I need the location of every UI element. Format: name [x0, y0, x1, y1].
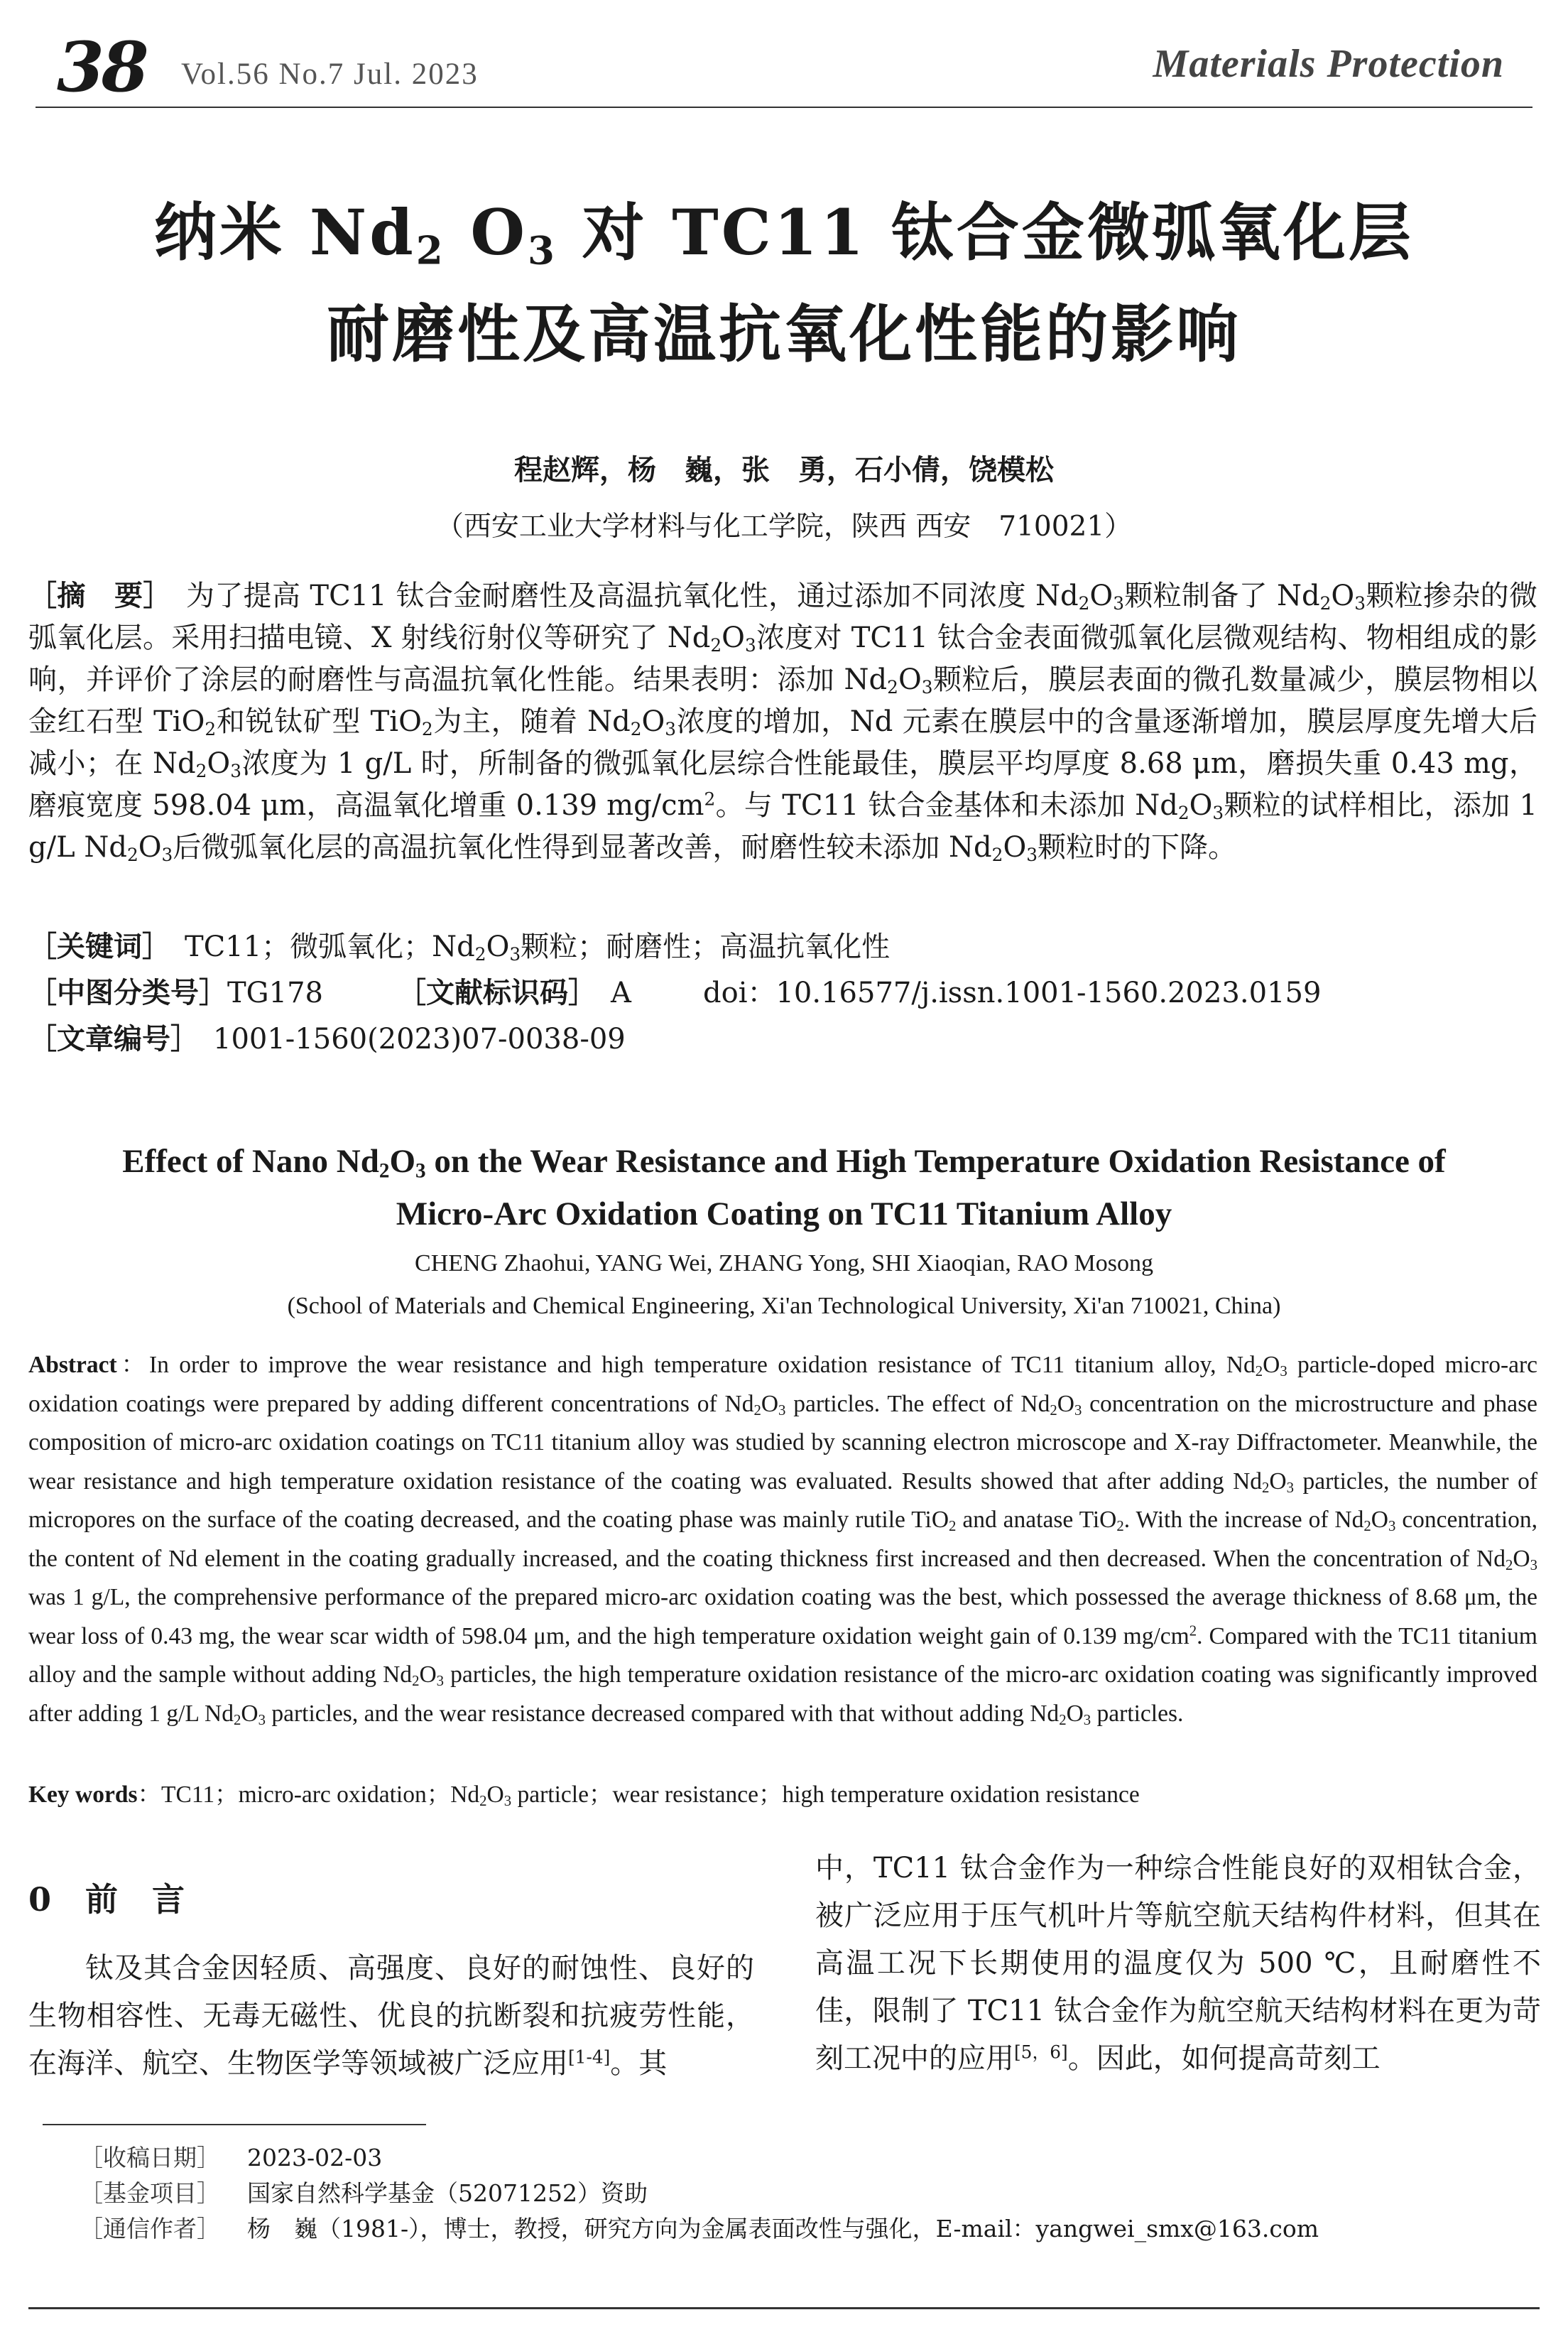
cn-authors: 程赵辉，杨 巍，张 勇，石小倩，饶模松	[514, 454, 1054, 487]
cn-title-line1: 纳米 $Nd_2$ $O_3$ 对 TC11 钛合金微弧氧化层	[154, 195, 1414, 273]
page-number: 38	[57, 27, 146, 107]
en-affiliation: (School of Materials and Chemical Engineering, Xi'an Technological University, Xi'an 710021, China)	[287, 1293, 1281, 1319]
bottom-divider	[28, 2307, 1540, 2309]
cn-doi: doi：10.16577/j.issn.1001-1560.2023.0159	[703, 977, 1322, 1009]
en-abstract-label: Abstract	[28, 1352, 117, 1378]
citation-2: [5，6]	[1014, 2041, 1068, 2063]
footnote-divider	[43, 2124, 426, 2125]
footnote-fund: ［基金项目］ 国家自然科学基金（52071252）资助	[80, 2179, 648, 2207]
cn-keywords: ［关键词］ TC11；微弧氧化；$Nd_2O_3$颗粒；耐磨性；高温抗氧化性	[28, 931, 891, 965]
citation-1: [1-4]	[568, 2046, 611, 2068]
cn-abstract: ［摘 要］ 为了提高 TC11 钛合金耐磨性及高温抗氧化性，通过添加不同浓度 $Nd_2O_3$颗粒制备了 $Nd_2O_3$颗粒掺杂的微弧氧化层。采用扫描电镜、X 射线衍射仪等研究了 $Nd_2O_3$浓度对 TC11 钛合金表面微弧氧化层微观结构、物相组成的影响，并评价了涂层的耐磨性与高温抗氧化性能。结果表明：添加 $Nd_2O_3$颗粒后，膜层表面的微孔数量减少，膜层物相以金红石型 TiO$_2$和锐钛矿型 TiO$_2$为主，随着 $Nd_2O_3$浓度的增加，Nd 元素在膜层中的含量逐渐增加，膜层厚度先增大后减小；在 $Nd_2O_3$浓度为 1 g/L 时，所制备的微弧氧化层综合性能最佳，膜层平均厚度 8.68 μm，磨损失重 0.43 mg，磨痕宽度 598.04 μm，高温氧化增重 0.139 $mg/cm^2$。与 TC11 钛合金基体和未添加 $Nd_2O_3$颗粒的试样相比，添加 1 g/L $Nd_2O_3$后微弧氧化层的高温抗氧化性得到显著改善，耐磨性较未添加 $Nd_2O_3$颗粒时的下降。	[28, 580, 1538, 866]
cn-title-line2: 耐磨性及高温抗氧化性能的影响	[326, 297, 1241, 371]
en-title-line2: Micro-Arc Oxidation Coating on TC11 Titanium Alloy	[396, 1195, 1172, 1232]
cn-article-number: ［文章编号］ 1001-1560(2023)07-0038-09	[28, 1023, 626, 1056]
section-heading: 0 前 言	[28, 1880, 197, 1919]
cn-doc-code: ［文献标识码］ A	[398, 977, 631, 1009]
header-divider	[36, 107, 1532, 108]
cn-abstract-label: ［摘 要］	[28, 580, 158, 612]
journal-name: Materials Protection	[1153, 42, 1504, 86]
en-abstract: Abstract：In order to improve the wear resistance and high temperature oxidation resistance of TC11 titanium alloy, $Nd_2O_3$ particle-doped micro-arc oxidation coatings were prepared by adding different concentrations of $Nd_2O_3$ particles. The effect of $Nd_2O_3$ concentration on the microstructure and phase composition of micro-arc oxidation coatings on TC11 titanium alloy was studied by scanning electron microscope and X-ray Diffractometer. Meanwhile, the wear resistance and high temperature oxidation resistance of the coating was evaluated. Results showed that after adding $Nd_2O_3$ particles, the number of micropores on the surface of the coating decreased, and the coating phase was mainly rutile TiO$_2$ and anatase TiO$_2$. With the increase of $Nd_2O_3$ concentration, the content of Nd element in the coating gradually increased, and the coating thickness first increased and then decreased. When the concentration of $Nd_2O_3$ was 1 g/L, the comprehensive performance of the prepared micro-arc oxidation coating was the best, which possessed the average thickness of 8.68 μm, the wear loss of 0.43 mg, the wear scar width of 598.04 μm, and the high temperature oxidation weight gain of 0.139 $mg/cm^2$. Compared with the TC11 titanium alloy and the sample without adding $Nd_2O_3$ particles, the high temperature oxidation resistance of the micro-arc oxidation coating was significantly improved after adding 1 g/L $Nd_2O_3$ particles, and the wear resistance decreased compared with that without adding $Nd_2O_3$ particles.	[28, 1352, 1538, 1728]
en-keywords: Key words：TC11；micro-arc oxidation；$Nd_2O_3$ particle；wear resistance；high temperature oxidation resistance	[28, 1781, 1140, 1810]
body-left-column: 钛及其合金因轻质、高强度、良好的耐蚀性、良好的生物相容性、无毒无磁性、优良的抗断裂和抗疲劳性能，在海洋、航空、生物医学等领域被广泛应用[1-4]。其	[28, 1952, 754, 2080]
issue-info: Vol.56 No.7 Jul. 2023	[181, 58, 479, 91]
footnote-received: ［收稿日期］ 2023-02-03	[80, 2144, 383, 2171]
cn-affiliation: （西安工业大学材料与化工学院，陕西 西安 710021）	[435, 511, 1133, 543]
footnote-author: ［通信作者］ 杨 巍（1981-），博士，教授，研究方向为金属表面改性与强化，E-mail：yangwei_smx@163.com	[80, 2215, 1319, 2242]
cn-classification: ［中图分类号］TG178	[28, 977, 323, 1009]
en-authors: CHENG Zhaohui, YANG Wei, ZHANG Yong, SHI Xiaoqian, RAO Mosong	[415, 1250, 1153, 1276]
body-right-column: 中，TC11 钛合金作为一种综合性能良好的双相钛合金，被广泛应用于压气机叶片等航空航天结构件材料，但其在高温工况下长期使用的温度仅为 500 ℃，且耐磨性不佳，限制了 TC11 钛合金作为航空航天结构材料在更为苛刻工况中的应用[5，6]。因此，如何提高苛刻工	[815, 1852, 1541, 2075]
en-title-line1: Effect of Nano $Nd_2O_3$ on the Wear Resistance and High Temperature Oxidation Resistance of	[122, 1143, 1446, 1183]
